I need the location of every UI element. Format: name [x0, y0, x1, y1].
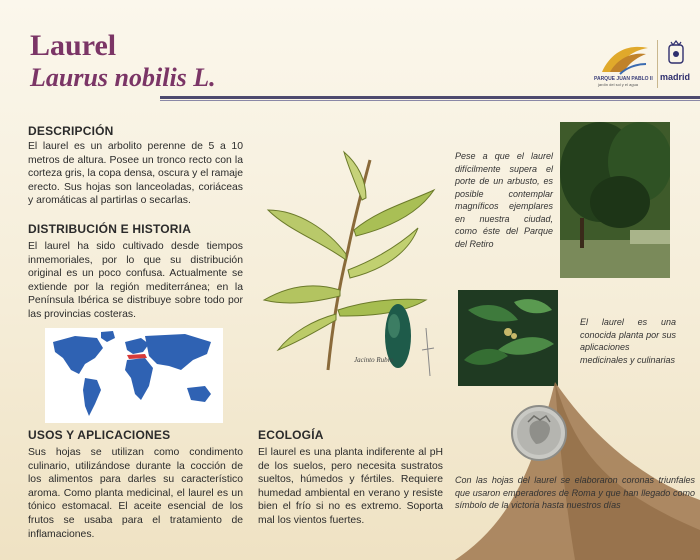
world-distribution-map [45, 328, 223, 423]
madrid-crest-icon [666, 40, 686, 68]
photo-laurel-leaves [458, 290, 558, 386]
svg-text:Jacinto Rubio: Jacinto Rubio [354, 356, 394, 364]
section-heading-descripcion: DESCRIPCIÓN [28, 124, 114, 138]
scientific-name: Laurus nobilis L. [30, 63, 216, 92]
logo-separator [657, 40, 658, 88]
decorative-sail-shape [455, 380, 700, 560]
caption-medicinal: El laurel es una conocida planta por sus aplicaciones medicinales y culinarias [580, 317, 676, 365]
madrid-logo-text: madrid [660, 72, 691, 82]
park-logo-name: PARQUE JUAN PABLO II [594, 76, 653, 82]
section-body-usos: Sus hojas se utilizan como condimento culinario, utilizándose durante la cocción de los alimentos para darles su característico aroma. Como planta medicinal, el laurel es un tónico estomacal. El aceite esencial de los frutos se usaba para el tratamiento de inflamaciones. [28, 447, 243, 540]
caption-retiro: Pese a que el laurel difícilmente supera el porte de un arbusto, es posible contemplar magníficos ejemplares en nuestra ciudad, como éste del Parque del Retiro [455, 151, 553, 249]
section-body-descripcion: El laurel es un arbolito perenne de 5 a 10 metros de altura. Posee un tronco recto con la corteza gris, la copa densa, oscura y el ramaje erecto. Sus hojas son lanceoladas, coriáceas y aromáticas al partirlas o secarlas. [28, 141, 243, 207]
section-heading-usos: USOS Y APLICACIONES [28, 428, 171, 442]
botanical-illustration [258, 150, 448, 380]
header-divider [160, 96, 700, 99]
section-body-distribucion: El laurel ha sido cultivado desde tiempos inmemoriales, por lo que su distribución original es un poco confusa. Actualmente se extiende por la región mediterránea; en la Península Ibérica se distribuye sobre todo por las provincias costeras. [28, 241, 243, 320]
park-logo-tagline: jardín del sol y el agua [598, 82, 639, 87]
section-body-ecologia: El laurel es una planta indiferente al pH de los suelos, pero necesita sustratos sueltos, húmedos y fértiles. Requiere humedad ambiental en verano y resiste bien el frío si no es extremo. Soporta mal los vientos fuertes. [258, 447, 443, 526]
photo-retiro-tree [560, 122, 670, 278]
roman-coin-image [510, 404, 568, 462]
header-divider-thin [160, 100, 700, 101]
section-heading-distribucion: DISTRIBUCIÓN E HISTORIA [28, 222, 192, 236]
caption-coronas: Con las hojas del laurel se elaboraron coronas triunfales que usaron emperadores de Roma y que han llegado como símbolo de la victoria hasta nuestros días [455, 475, 695, 510]
page-title: Laurel [30, 29, 117, 62]
park-logo-icon [600, 42, 650, 78]
section-heading-ecologia: ECOLOGÍA [258, 428, 324, 442]
